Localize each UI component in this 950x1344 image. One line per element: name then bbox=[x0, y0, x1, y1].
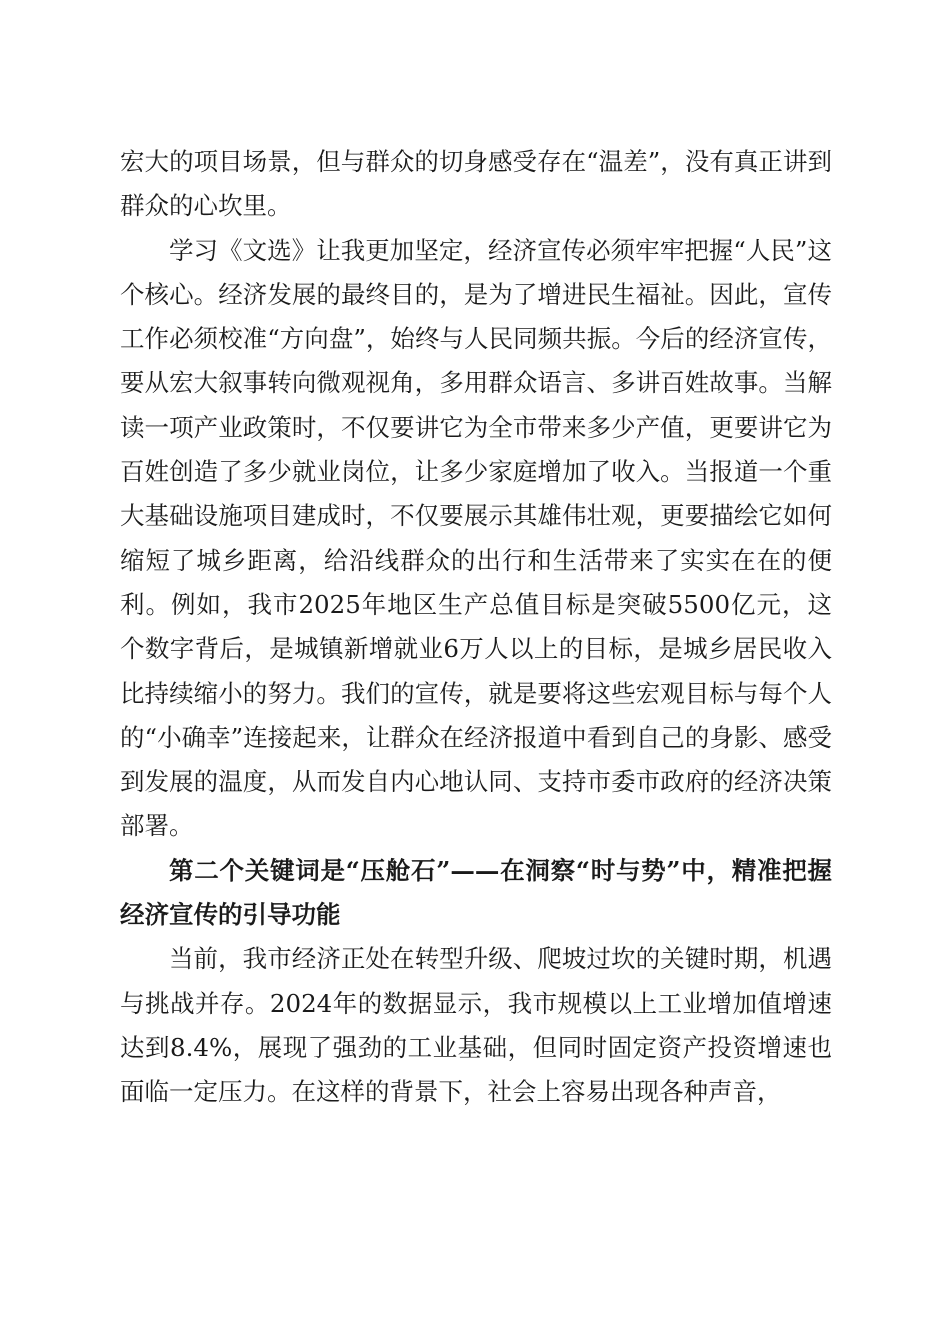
paragraph-people-core: 学习《文选》让我更加坚定，经济宣传必须牢牢把握“人民”这个核心。经济发展的最终目的，是为了增进民生福祉。因此，宣传工作必须校准“方向盘”，始终与人民同频共振。今后的经济宣传，要从宏大叙事转向微观视角，多用群众语言、多讲百姓故事。当解读一项产业政策时，不仅要讲它为全市带来多少产值，更要讲它为百姓创造了多少就业岗位，让多少家庭增加了收入。当报道一个重大基础设施项目建成时，不仅要展示其雄伟壮观，更要描绘它如何缩短了城乡距离，给沿线群众的出行和生活带来了实实在在的便利。例如，我市2025年地区生产总值目标是突破5500亿元，这个数字背后，是城镇新增就业6万人以上的目标，是城乡居民收入比持续缩小的努力。我们的宣传，就是要将这些宏观目标与每个人的“小确幸”连接起来，让群众在经济报道中看到自己的身影、感受到发展的温度，从而发自内心地认同、支持市委市政府的经济决策部署。 bbox=[120, 235, 832, 841]
paragraph-continuation: 宏大的项目场景，但与群众的切身感受存在“温差”，没有真正讲到群众的心坎里。 bbox=[120, 147, 832, 221]
section-heading-ballast-stone: 第二个关键词是“压舱石”——在洞察“时与势”中，精准把握经济宣传的引导功能 bbox=[120, 855, 832, 930]
body-text bbox=[120, 140, 832, 1115]
paragraph-current-economy: 当前，我市经济正处在转型升级、爬坡过坎的关键时期，机遇与挑战并存。2024年的数据显示，我市规模以上工业增加值增速达到8.4%，展现了强劲的工业基础，但同时固定资产投资增速也面临一定压力。在这样的背景下，社会上容易出现各种声音， bbox=[120, 944, 832, 1107]
